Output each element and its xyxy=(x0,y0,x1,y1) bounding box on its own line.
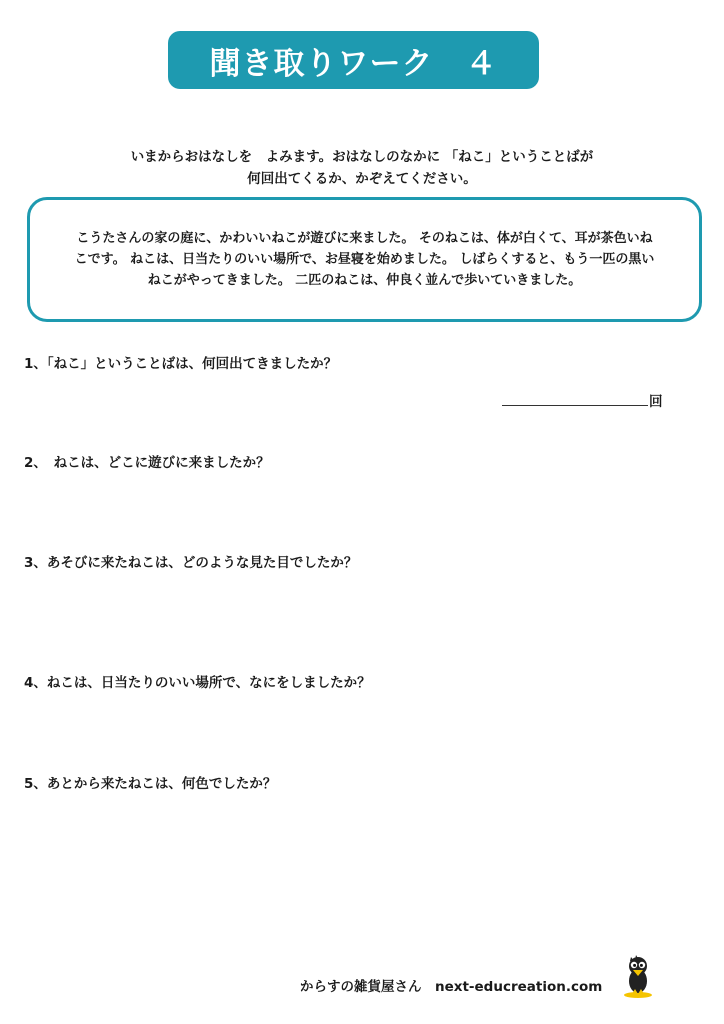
question-1: 1、「ねこ」ということばは、何回出てきましたか？ xyxy=(24,356,338,372)
answer-line xyxy=(502,405,648,406)
question-2: 2、 ねこは、どこに遊びに来ましたか？ xyxy=(24,455,270,471)
worksheet-title: 聞き取りワーク ４ xyxy=(168,31,539,89)
instructions-line-2: 何回出てくるか、かぞえてください。 xyxy=(247,171,477,187)
story-line-3: ねこがやってきました。 二匹のねこは、仲良く並んで歩いていきました。 xyxy=(147,273,582,288)
answer-unit: 回 xyxy=(649,394,663,410)
story-box xyxy=(27,197,702,322)
instructions-line-1: いまからおはなしを よみます。おはなしのなかに 「ねこ」ということばが xyxy=(130,149,594,165)
story-text xyxy=(75,228,655,291)
question-5: 5、あとから来たねこは、何色でしたか？ xyxy=(24,776,277,792)
question-4: 4、ねこは、日当たりのいい場所で、なにをしましたか？ xyxy=(24,675,371,691)
instructions xyxy=(0,146,724,190)
story-line-1: こうたさんの家の庭に、かわいいねこが遊びに来ました。 そのねこは、体が白くて、耳が茶色いね xyxy=(76,231,653,246)
question-3: 3、あそびに来たねこは、どのような見た目でしたか？ xyxy=(24,555,358,571)
story-line-2: こです。 ねこは、日当たりのいい場所で、お昼寝を始めました。 しばらくすると、もう一匹の黒い xyxy=(74,252,655,267)
crow-mascot-icon xyxy=(620,953,656,999)
footer-credit: からすの雑貨屋さん next-educreation.com xyxy=(300,979,603,995)
